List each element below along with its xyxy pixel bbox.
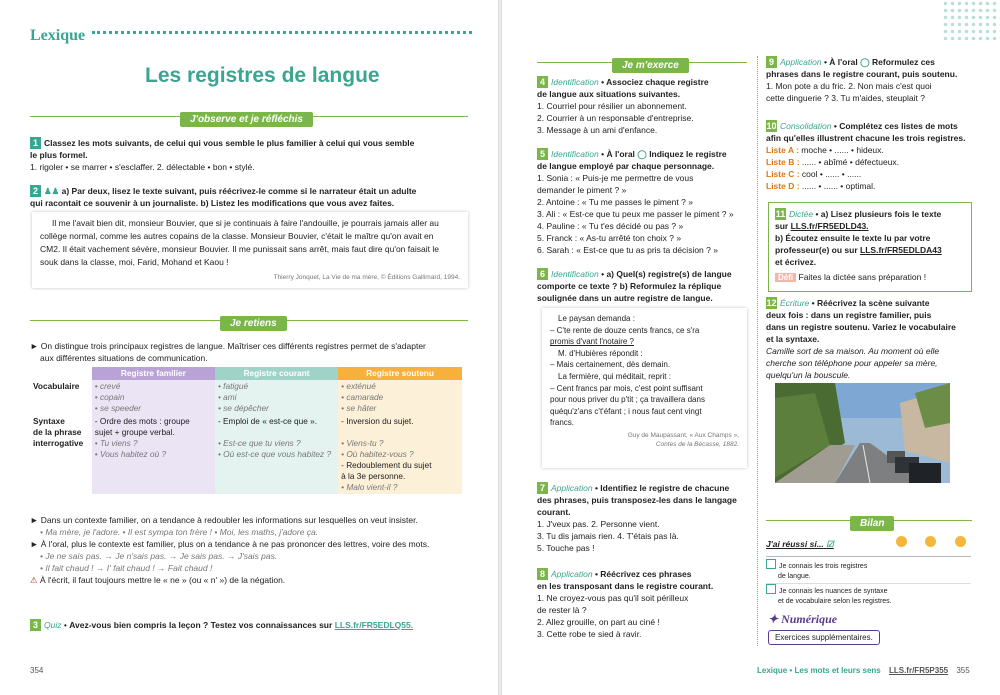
speech-icon: ◯ [860, 57, 870, 67]
quiz-link[interactable]: LLS.fr/FR5EDLQ55. [334, 620, 414, 630]
column-divider [757, 56, 759, 646]
exercise-1: 1 Classez les mots suivants, de celui qui vous semble le plus familier à celui qui vous semble le plus formel. 1. rigoler • se marrer • s'esclaffer. 2. délectable • bon • stylé. [30, 137, 470, 173]
exercise-11: 11 Dictée • a) Lisez plusieurs fois le texte sur LLS.fr/FR5EDLD43. b) Écoutez ensuite le texte lu par votre professeur(e) ou sur LLS.fr/FR5EDLDA43 et écrivez. Défi Faites la dictée sans préparation ! [768, 202, 972, 292]
numerique-button[interactable]: Exercices supplémentaires. [768, 630, 880, 645]
smiley-scale [896, 534, 966, 552]
corner-decoration [942, 0, 1000, 40]
exercise-12: 12 Écriture • Réécrivez la scène suivante deux fois : dans un registre familier, puis dans un registre soutenu. Variez le vocabulaire et la syntaxe. Camille sort de sa maison. Au moment où elle cherche son téléphone pour appeler sa mère, quelqu'un la bouscule. [766, 298, 956, 380]
table-cell: - Ordre des mots : groupe sujet + groupe verbal. • Tu viens ? • Vous habitez où ? [92, 415, 215, 494]
retiens-banner: Je retiens [220, 316, 287, 331]
neutral-face-icon [925, 536, 936, 547]
lesson-intro: ► On distingue trois principaux registres de langue. Maîtriser ces différents registres permet de s'adapter aux différentes situations de communication. [30, 341, 426, 363]
exercise-8: 8 Application • Réécrivez ces phrases en les transposant dans le registre courant. 1. Ne croyez-vous pas qu'il soit périlleux de rester là ? 2. Allez grouille, on part au ciné ! 3. Cette robe te sied à ravir. [537, 569, 714, 639]
table-cell: • crevé • copain • se speeder [92, 380, 215, 415]
section-label: Lexique [30, 27, 86, 44]
sad-face-icon [955, 536, 966, 547]
pair-icon: ♟♟ [44, 186, 60, 196]
table-cell: - Emploi de « est-ce que ». • Est-ce que tu viens ? • Où est-ce que vous habitez ? [215, 415, 338, 494]
bilan-title: J'ai réussi si... ☑ [766, 539, 834, 549]
dotted-rule [92, 31, 472, 42]
page-number: 355 [956, 666, 970, 675]
checkbox-icon[interactable] [766, 584, 776, 594]
exercise-4: 4 Identification • Associez chaque registre de langue aux situations suivantes. 1. Courriel pour résilier un abonnement. 2. Courrier à un responsable d'entreprise. 3. Message à un ami d'enfance. [537, 77, 709, 135]
dictee-link[interactable]: LLS.fr/FR5EDLD43. [790, 221, 869, 231]
page-title: Les registres de langue [145, 64, 380, 87]
cursor-icon: ✦ [768, 612, 779, 626]
footer: Lexique • Les mots et leurs sens LLS.fr/FR5P355 355 [757, 666, 970, 675]
bilan-banner: Bilan [850, 516, 894, 531]
checkbox-icon[interactable] [766, 559, 776, 569]
right-page [502, 0, 1000, 695]
exercise-answers: 1. rigoler • se marrer • s'esclaffer. 2. délectable • bon • stylé. [30, 162, 255, 172]
exercise-5: 5 Identification • À l'oral ◯ Indiquez le registre de langue employé par chaque personnage. 1. Sonia : « Puis-je me permettre de vous demander le piment ? » 2. Antoine : « Tu me passes le piment ? » 3. Ali : « Est-ce que tu peux me passer le piment ? » 4. Pauline : « Tu t'es décidé ou pas ? » 5. Franck : « As-tu arrêté ton choix ? » 6. Sarah : « Est-ce que tu as pris ta décision ? » [537, 149, 734, 255]
defi-badge: Défi [775, 273, 796, 282]
warning-icon: ⚠ [30, 575, 38, 585]
clipboard-icon: ☑ [826, 539, 834, 549]
quote-source: Thierry Jonquet, La Vie de ma mère, © Éditions Gallimard, 1994. [273, 274, 460, 281]
observe-banner: J'observe et je réfléchis [180, 112, 313, 127]
footer-link[interactable]: LLS.fr/FR5P355 [888, 666, 949, 675]
left-page [0, 0, 498, 695]
exercise-2: 2 ♟♟ a) Par deux, lisez le texte suivant, puis réécrivez-le comme si le narrateur était un adulte qui racontait ce souvenir à un journaliste. b) Listez les modifications que vous avez faites. [30, 186, 417, 208]
table-cell: • exténué • camarade • se hâter [338, 380, 462, 415]
exercise-7: 7 Application • Identifiez le registre de chacune des phrases, puis transposez-les dans le langage courant. 1. J'veux pas. 2. Personne vient. 3. Tu dis jamais rien. 4. T'étais pas là. 5. Touche pas ! [537, 483, 737, 553]
speech-icon: ◯ [637, 149, 647, 159]
exercise-9: 9 Application • À l'oral ◯ Reformulez ces phrases dans le registre courant, puis soutenu. 1. Mon pote a du fric. 2. Non mais c'est quoi cette dinguerie ? 3. Tu m'aides, steuplait ? [766, 57, 958, 103]
lesson-rules: ► Dans un contexte familier, on a tendance à redoubler les informations sur lesquelles on veut insister. • Ma mère, je l'adore. • Il est sympa ton frère ! • Moi, les maths, j'adore ça. ► À l'oral, plus le contexte est familier, plus on a tendance à ne pas prononcer des lettres, voire des mots. • Je ne sais pas. → Je n'sais pas. → Je sais pas. → J'sais pas. • Il fait chaud ! → I' fait chaud ! → Fait chaud ! ⚠ À l'écrit, il faut toujours mettre le « ne » (ou « n' ») de la négation. [30, 515, 430, 585]
bilan-box: J'ai réussi si... ☑ Je connais les trois registres de langue. Je connais les nuances de syntaxe et de vocabulaire selon les registres. [766, 538, 971, 606]
dictee-audio-link[interactable]: LLS.fr/FR5EDLDA43 [860, 245, 942, 255]
page-number: 354 [30, 666, 44, 675]
exercise-10: 10 Consolidation • Complétez ces listes de mots afin qu'elles illustrent chacune les trois registres. Liste A : moche • ...... • hideux. Liste B : ...... • abîmé • défectueux. Liste C : cool • ...... • ...... Liste D : ...... • ...... • optimal. [766, 121, 966, 191]
maupassant-quote: Le paysan demanda : – C'te rente de douze cents francs, ce s'ra promis d'vant l'notaire ? M. d'Hubières répondit : – Mais certainement, dès demain. La fermière, qui méditait, reprit : – Cent francs par mois, c'est point suffisant pour nous priver du p'tit ; ça travaillera dans quéqu'z'ans c't'éfant ; i nous faut cent vingt francs. Guy de Maupassant, « Aux Champs », Contes de la Bécasse, 1882. [542, 308, 747, 468]
quote-box: Il me l'avait bien dit, monsieur Bouvier, que si je continuais à faire l'andouille, je pourrais jamais aller au collège normal, comme les autres copains de la classe. Monsieur Bouvier, c'était le maître qu'on avait en CM2. Il était vachement sévère, monsieur Bouvier. Il me punissait sans arrêt, mais faut dire qu'on faisait le souk dans la classe, moi, Farid, Mohand et Kaou ! Thierry Jonquet, La Vie de ma mère, © Éditions Gallimard, 1994. [32, 212, 468, 288]
table-cell: • fatigué • ami • se dépêcher [215, 380, 338, 415]
registers-table: Registre familier Registre courant Registre soutenu Vocabulaire • crevé • copain • se speeder • fatigué • ami • se dépêcher • exténué • camarade • se hâter Syntaxe de la phrase interrogative - Ordre des mots : groupe sujet + groupe verbal. • Tu viens ? • Vous habitez où ? - Emploi de « est-ce que ». • Est-ce que tu viens ? • Où est-ce que vous habitez ? - Inversion du sujet. • Viens-tu ? • Où habitez-vous ? - Redoublement du sujet à la 3e personne. • Malo vient-il ? [30, 367, 462, 494]
street-photo [775, 383, 950, 483]
happy-face-icon [896, 536, 907, 547]
exercise-6: 6 Identification • a) Quel(s) registre(s) de langue comporte ce texte ? b) Reformulez la réplique soulignée dans un autre registre de langue. [537, 269, 732, 303]
exerce-banner: Je m'exerce [612, 58, 689, 73]
numerique-block: ✦ Numérique Exercices supplémentaires. [768, 612, 880, 645]
exercise-number: 1 [30, 137, 41, 149]
quiz-line: 3 Quiz • Avez-vous bien compris la leçon ? Testez vos connaissances sur LLS.fr/FR5EDLQ55. [30, 619, 470, 631]
table-cell: - Inversion du sujet. • Viens-tu ? • Où habitez-vous ? - Redoublement du sujet à la 3e personne. • Malo vient-il ? [338, 415, 462, 494]
